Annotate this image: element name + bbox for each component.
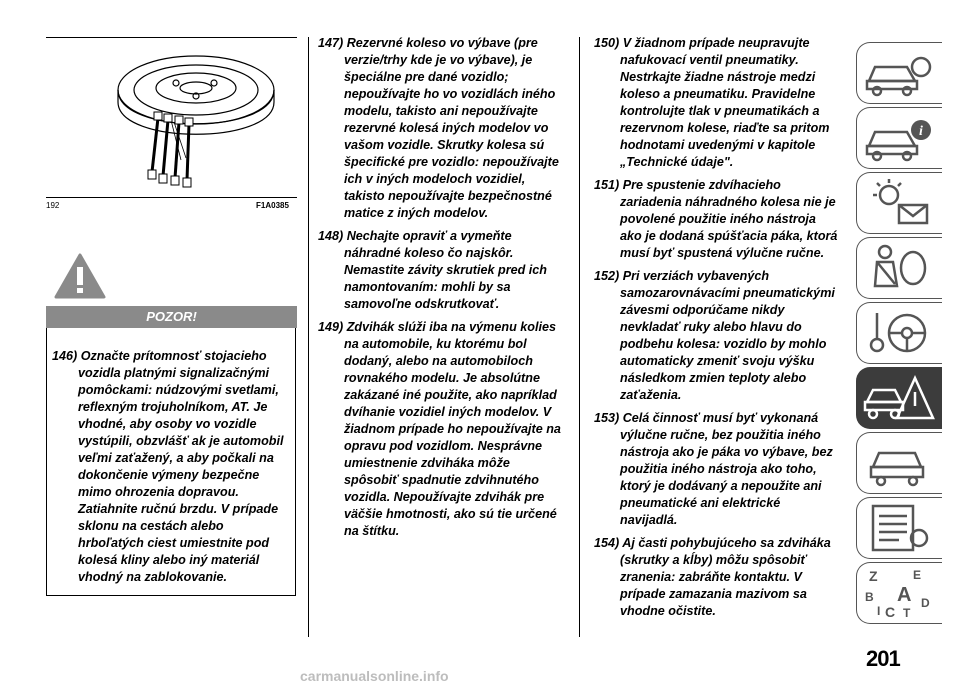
svg-text:i: i [919,124,923,139]
column-divider-mid [308,37,309,637]
tab-maintenance[interactable] [856,432,942,494]
index-letter: D [921,596,930,610]
note-153: 153) Celá činnosť musí byť vykonaná výlučne ručne, bez použitia iného nástroja ako je páka vo výbave, bez použitia iného nástroja ako toho, ktorý je dodávaný a nepoužite ani pneumatické ani elektrické navijadlá. [594,411,833,527]
index-letter: I [877,604,881,618]
note-147: 147) Rezervné koleso vo výbave (pre verzie/trhy kde je vo výbave), je špeciálne pre dané vozidlo; nepoužívajte ho vo vozidlách iného modelu, takisto ani nepoužívajte rezervné kolesá iných modelov vo vašom vozidle. Skrutky kolesa sú špecifické pre vozidlo: nepoužívajte ich v iných modeloch vozidiel, takisto nepoužívajte bezpečnostné matice z iných modelov. [318,36,559,220]
tab-car-dashboard[interactable] [856,42,942,104]
seatbelt-airbag-icon [863,242,935,294]
index-letter: B [865,590,874,604]
note-150: 150) V žiadnom prípade neupravujte nafukovací ventil pneumatiky. Nestrkajte žiadne nástroje medzi koleso a pneumatiku. Pravidelne kontrolujte tlak v pneumatikách a rezervnom kolese, riaďte sa pritom hodnotami uvedenými v kapitole „Technické údaje". [594,36,830,169]
tab-car-info[interactable] [856,107,942,169]
note-146: 146) Označte prítomnosť stojacieho vozidla platnými signalizačnými pomôckami: núdzovými svetlami, reflexným trojuholníkom, AT. Je vhodné, aby osoby vo vozidle vystúpili, obzvlášť ak je automobil veľmi zaťažený, a aby počkali na dokončenie výmeny bezpečne mimo ohrozenia dopravou. Zatiahnite ručnú brzdu. V prípade sklonu na cestách alebo hrboľatých ciest umiestnite pod kolesá kliny alebo iný materiál vhodný na zablokovanie. [52,349,284,584]
note-151: 151) Pre spustenie zdvíhacieho zariadenia náhradného kolesa nie je povolené použitie iného nástroja ako je dodaná spúšťacia páka, ktorá musí byť spustená výlučne ručne. [594,178,838,260]
index-letter: T [903,606,911,619]
car-gauge-icon [863,47,935,99]
car-service-icon [863,437,935,489]
tab-starting-driving[interactable] [856,302,942,364]
spare-wheel-bolts-illustration [46,40,296,195]
note-148: 148) Nechajte opraviť a vymeňte náhradné koleso čo najskôr. Nemastite závity skrutiek pred ich namontovaním: mohli by sa samovoľne odskrutkovať. [318,229,547,311]
car-warning-triangle-icon [863,372,935,424]
document-list-icon [863,502,935,554]
lights-message-icon [863,177,935,229]
tab-safety[interactable] [856,237,942,299]
car-info-icon [863,112,935,164]
figure-bottom-rule [46,197,297,198]
figure-code: F1A0385 [256,201,289,210]
warning-triangle-icon [54,253,106,299]
key-steering-wheel-icon [863,307,935,359]
notes-right-column [594,35,840,626]
tab-lights-messages[interactable] [856,172,942,234]
column-divider-right [579,37,580,637]
figure-number: 192 [46,201,60,210]
index-letter: C [885,604,896,619]
note-152: 152) Pri verziách vybavených samozarovnávacími pneumatickými závesmi odporúčame nikdy nevkladať ruky alebo hlavu do podbehu kolesa: vozidlo by mohlo automaticky zmeniť svoju výšku následkom zmien teploty alebo zaťaženia. [594,269,835,402]
page-number: 201 [866,646,900,671]
index-letter: A [897,584,912,606]
alphabet-index-icon [863,567,935,619]
warning-title: POZOR! [46,306,297,328]
index-letter: E [913,568,922,582]
tab-technical-data[interactable] [856,497,942,559]
note-154: 154) Aj časti pohybujúceho sa zdviháka (skrutky a kĺby) môžu spôsobiť zranenia: zabráňte kontaktu. V prípade zamazania mazivom sa vhodne očistite. [594,536,831,618]
figure-top-rule [46,37,297,38]
notes-left-column [52,348,292,592]
notes-middle-column [318,35,566,546]
watermark: carmanualsonline.info [300,668,449,684]
tab-emergency[interactable] [856,367,942,429]
note-149: 149) Zdvihák slúži iba na výmenu kolies na automobile, ku ktorému bol dodaný, alebo na automobiloch rovnakého modelu. Je absolútne zakázané iné použite, ako napríklad dvíhanie vozidiel iných modelov. V žiadnom prípade ho nepoužívajte na opravu pod vozidlom. Nesprávne umiestnenie zdviháka môže spôsobiť spadnutie zdvihnutého vozidla. Nepoužívajte zdvihák pre väčšie hmotnosti, ako sú tie určené na štítku. [318,320,561,538]
index-letter: Z [869,568,878,584]
tab-index[interactable] [856,562,942,624]
